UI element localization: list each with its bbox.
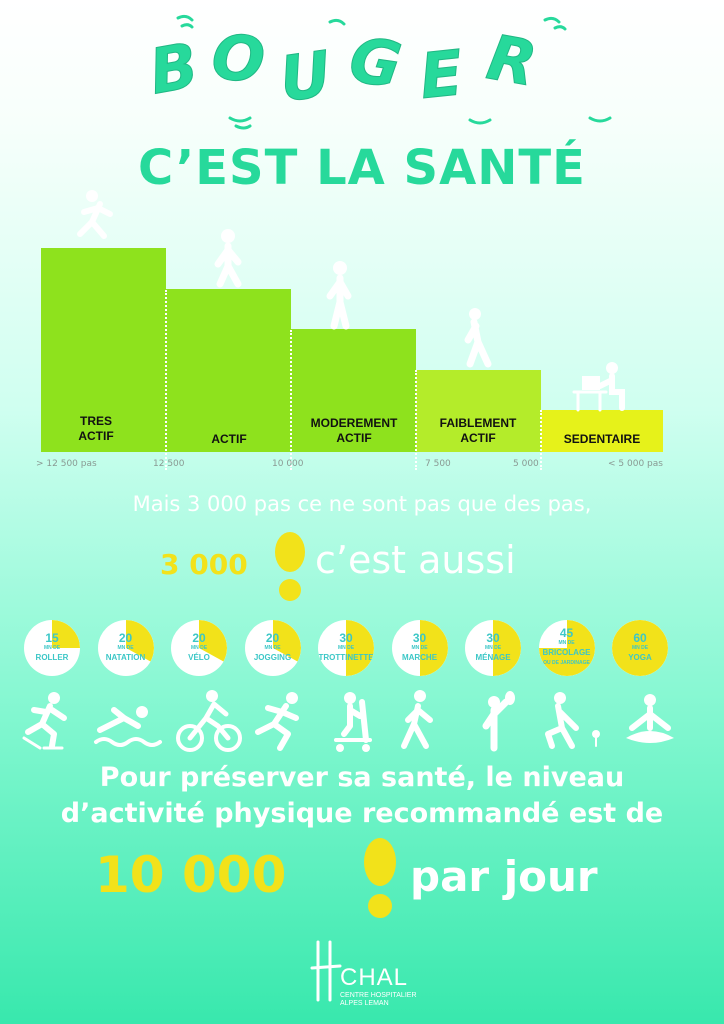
walking-icon (404, 690, 430, 746)
activity-name: MÉNAGE (475, 653, 511, 662)
chal-logo-icon (310, 938, 344, 1004)
rollerskate-icon (24, 692, 64, 748)
activity-minutes: 30 (339, 631, 353, 645)
activity-minutes: 20 (192, 631, 206, 645)
activity-minutes: 45 (559, 626, 574, 640)
activity-name: JOGGING (253, 653, 292, 662)
motion-lines-icon (0, 0, 724, 140)
activity-circle (98, 620, 154, 676)
activity-name: TROTTINETTE (318, 653, 374, 662)
title-letter: G (345, 22, 406, 103)
footprint-icon (270, 530, 310, 604)
activity-unit: MN DE (264, 645, 281, 651)
activity-text (392, 620, 448, 676)
logo-subtitle (340, 992, 417, 1008)
cycling-icon (178, 690, 240, 750)
title-letter: U (275, 36, 336, 117)
tick-label: 12 500 (153, 459, 185, 469)
activity-minutes: 20 (118, 631, 133, 645)
yoga-icon (626, 694, 674, 743)
activity-name: NATATION (105, 653, 146, 662)
activity-unit: MN DE (43, 645, 61, 651)
walking-figure-icon (330, 261, 348, 326)
title-letter: R (482, 20, 542, 101)
running-figure-icon (80, 190, 110, 236)
tick-label: > 12 500 pas (36, 459, 97, 469)
activity-unit: MN DE (337, 645, 355, 651)
activity-name: VÉLO (188, 653, 210, 662)
level-label: SEDENTAIRE (563, 432, 641, 446)
swimming-icon (96, 706, 160, 745)
activity-unit: MN DE (558, 640, 575, 646)
logo-sub-2: ALPES LEMAN (340, 1000, 389, 1007)
slow-walking-figure-icon (468, 308, 488, 364)
activity-unit: MN DE (631, 645, 649, 651)
tick-label: 5 000 (513, 459, 539, 469)
logo-name: CHAL (340, 964, 409, 991)
activity-text (465, 620, 521, 676)
title-letter: B (144, 28, 204, 109)
title-bouger (0, 0, 724, 140)
cest-aussi: c’est aussi (315, 538, 516, 582)
level-label: FAIBLEMENT ACTIF (439, 416, 517, 445)
activity-icons-row (0, 688, 724, 758)
level-label: ACTIF (211, 432, 247, 446)
three-thousand: 3 000 (160, 548, 248, 581)
activity-minutes: 60 (633, 631, 647, 645)
gardening-icon (548, 692, 600, 746)
activity-subname: OU DE JARDINAGE (543, 660, 590, 666)
activity-name: ROLLER (35, 653, 69, 662)
par-jour: par jour (410, 852, 598, 901)
footprint-icon (358, 836, 402, 920)
activity-minutes: 30 (412, 631, 427, 645)
ten-thousand: 10 000 (95, 846, 287, 904)
activity-circle (318, 620, 374, 676)
tick-label: 10 000 (272, 459, 304, 469)
activity-text (318, 620, 374, 676)
title-letter: O (208, 19, 268, 98)
activity-unit: MN DE (190, 645, 208, 651)
subtitle: C’EST LA SANTÉ (138, 140, 586, 196)
level-label: TRES ACTIF (78, 414, 114, 443)
desk-worker-icon (574, 362, 622, 410)
activity-minutes: 20 (265, 631, 280, 645)
tick-label: < 5 000 pas (608, 459, 663, 469)
activity-name: YOGA (628, 653, 652, 662)
activity-text (245, 620, 301, 676)
walking-figure-icon (218, 229, 238, 284)
level-label: MODEREMENT ACTIF (310, 416, 398, 445)
phrase-mais-3000: Mais 3 000 pas ce ne sont pas que des pas, (132, 492, 592, 516)
activity-circle (245, 620, 301, 676)
recommendation-line-2: d’activité physique recommandé est de (60, 798, 664, 829)
activity-unit: MN DE (411, 645, 428, 651)
cleaning-icon (486, 691, 515, 748)
tick-label: 7 500 (425, 459, 451, 469)
activity-circle (539, 620, 595, 676)
title-letter: E (416, 35, 467, 114)
activity-circle (465, 620, 521, 676)
activity-minutes: 30 (486, 631, 500, 645)
activity-minutes: 15 (45, 631, 59, 645)
activity-circle (392, 620, 448, 676)
activity-unit: MN DE (484, 645, 502, 651)
running-icon (258, 692, 298, 748)
activity-text (24, 620, 80, 676)
figures-layer (0, 180, 724, 420)
activity-text (98, 620, 154, 676)
activity-unit: MN DE (117, 645, 134, 651)
scooter-icon (336, 692, 370, 752)
activity-circle (24, 620, 80, 676)
activity-name: BRICOLAGE (542, 648, 591, 657)
activity-text (612, 620, 668, 676)
activity-name: MARCHE (401, 653, 438, 662)
activity-circle (171, 620, 227, 676)
recommendation-line-1: Pour préserver sa santé, le niveau (99, 762, 625, 793)
activity-circle (612, 620, 668, 676)
activity-text (539, 620, 595, 676)
activity-text (171, 620, 227, 676)
logo-sub-1: CENTRE HOSPITALIER (340, 992, 417, 999)
